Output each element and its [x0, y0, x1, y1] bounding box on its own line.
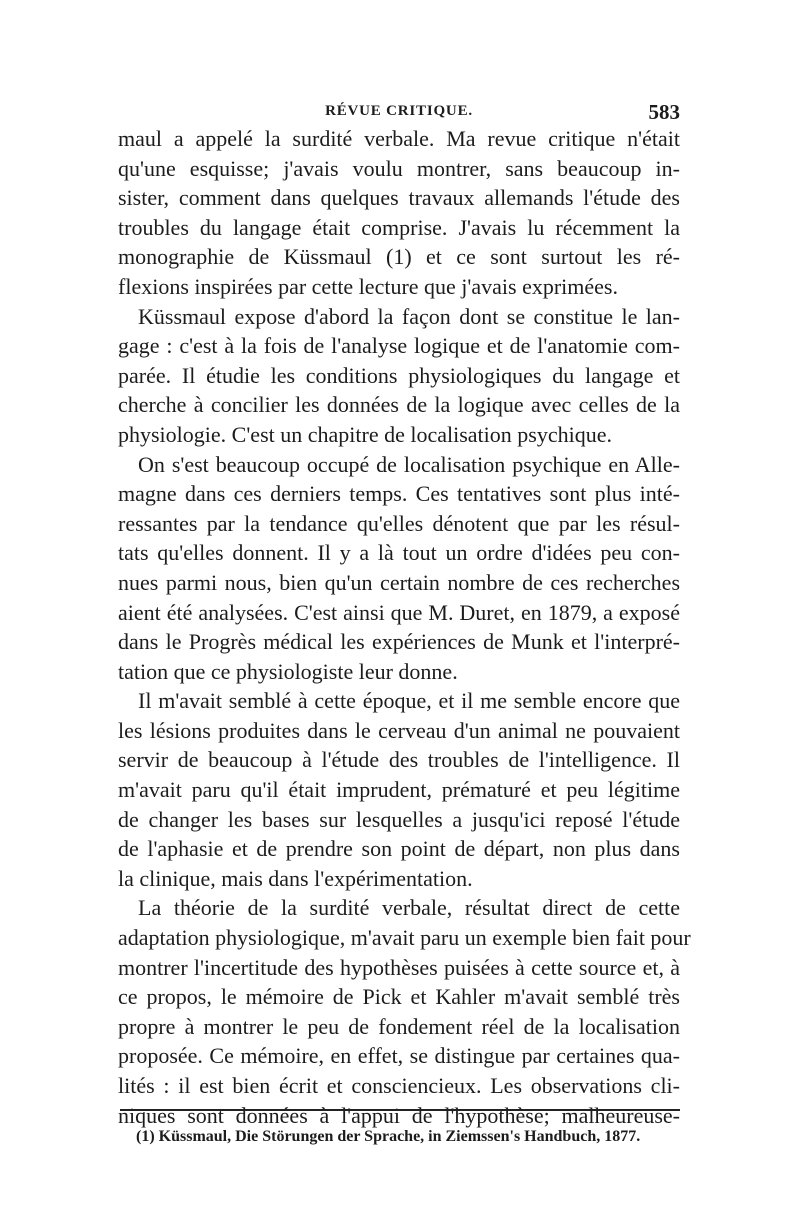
text-line: troubles du langage était comprise. J'avais lu récemment la	[118, 214, 680, 240]
page-number: 583	[648, 100, 680, 124]
text-line: sister, comment dans quelques travaux allemands l'étude des	[118, 185, 680, 211]
text-line: Il m'avait semblé à cette époque, et il me semble encore que	[138, 688, 680, 714]
text-line: monographie de Küssmaul (1) et ce sont surtout les ré-	[118, 244, 680, 270]
text-line: tation que ce physiologiste leur donne.	[118, 658, 458, 684]
footnote: (1) Küssmaul, Die Störungen der Sprache, in Ziemssen's Handbuch, 1877.	[136, 1128, 641, 1145]
text-line: niques sont données à l'appui de l'hypothèse; malheureuse-	[118, 1102, 680, 1128]
text-line: montrer l'incertitude des hypothèses puisées à cette source et, à	[118, 954, 680, 980]
text-line: magne dans ces derniers temps. Ces tentatives sont plus inté-	[118, 481, 680, 507]
text-line: de changer les bases sur lesquelles a jusqu'ici reposé l'étude	[118, 806, 680, 832]
text-line: la clinique, mais dans l'expérimentation.	[118, 865, 473, 891]
text-line: proposée. Ce mémoire, en effet, se distingue par certaines qua-	[118, 1043, 680, 1069]
text-line: maul a appelé la surdité verbale. Ma revue critique n'était	[118, 126, 680, 151]
text-line: parée. Il étudie les conditions physiologiques du langage et	[118, 362, 680, 388]
text-line: nues parmi nous, bien qu'un certain nombre de ces recherches	[118, 569, 680, 595]
text-line: m'avait paru qu'il était imprudent, prématuré et peu légitime	[118, 777, 680, 803]
text-line: ressantes par la tendance qu'elles dénotent que par les résul-	[118, 510, 680, 536]
text-line: La théorie de la surdité verbale, résultat direct de cette	[138, 895, 680, 921]
text-line: ce propos, le mémoire de Pick et Kahler m'avait semblé très	[118, 984, 680, 1010]
text-line: physiologie. C'est un chapitre de localisation psychique.	[118, 421, 612, 447]
text-line: les lésions produites dans le cerveau d'un animal ne pouvaient	[118, 717, 680, 743]
text-line: servir de beaucoup à l'étude des troubles de l'intelligence. Il	[118, 747, 680, 773]
footnote-rule	[120, 1109, 680, 1111]
running-title: RÉVUE CRITIQUE.	[325, 103, 473, 119]
text-line: Küssmaul expose d'abord la façon dont se constitue le lan-	[138, 303, 680, 329]
text-line: tats qu'elles donnent. Il y a là tout un ordre d'idées peu con-	[118, 540, 680, 566]
body-text	[118, 124, 691, 1130]
text-line: gage : c'est à la fois de l'analyse logique et de l'anatomie com-	[118, 333, 680, 359]
text-line: dans le Progrès médical les expériences de Munk et l'interpré-	[118, 629, 680, 655]
text-line: de l'aphasie et de prendre son point de départ, non plus dans	[118, 836, 680, 862]
text-line: adaptation physiologique, m'avait paru un exemple bien fait pour	[118, 925, 691, 951]
text-line: On s'est beaucoup occupé de localisation psychique en Alle-	[138, 451, 680, 477]
text-line: qu'une esquisse; j'avais voulu montrer, sans beaucoup in-	[118, 155, 680, 181]
text-line: flexions inspirées par cette lecture que j'avais exprimées.	[118, 273, 618, 299]
text-line: aient été analysées. C'est ainsi que M. Duret, en 1879, a exposé	[118, 599, 680, 625]
text-line: lités : il est bien écrit et consciencieux. Les observations cli-	[118, 1073, 680, 1098]
text-line: propre à montrer le peu de fondement réel de la localisation	[118, 1013, 680, 1039]
text-line: cherche à concilier les données de la logique avec celles de la	[118, 392, 680, 418]
